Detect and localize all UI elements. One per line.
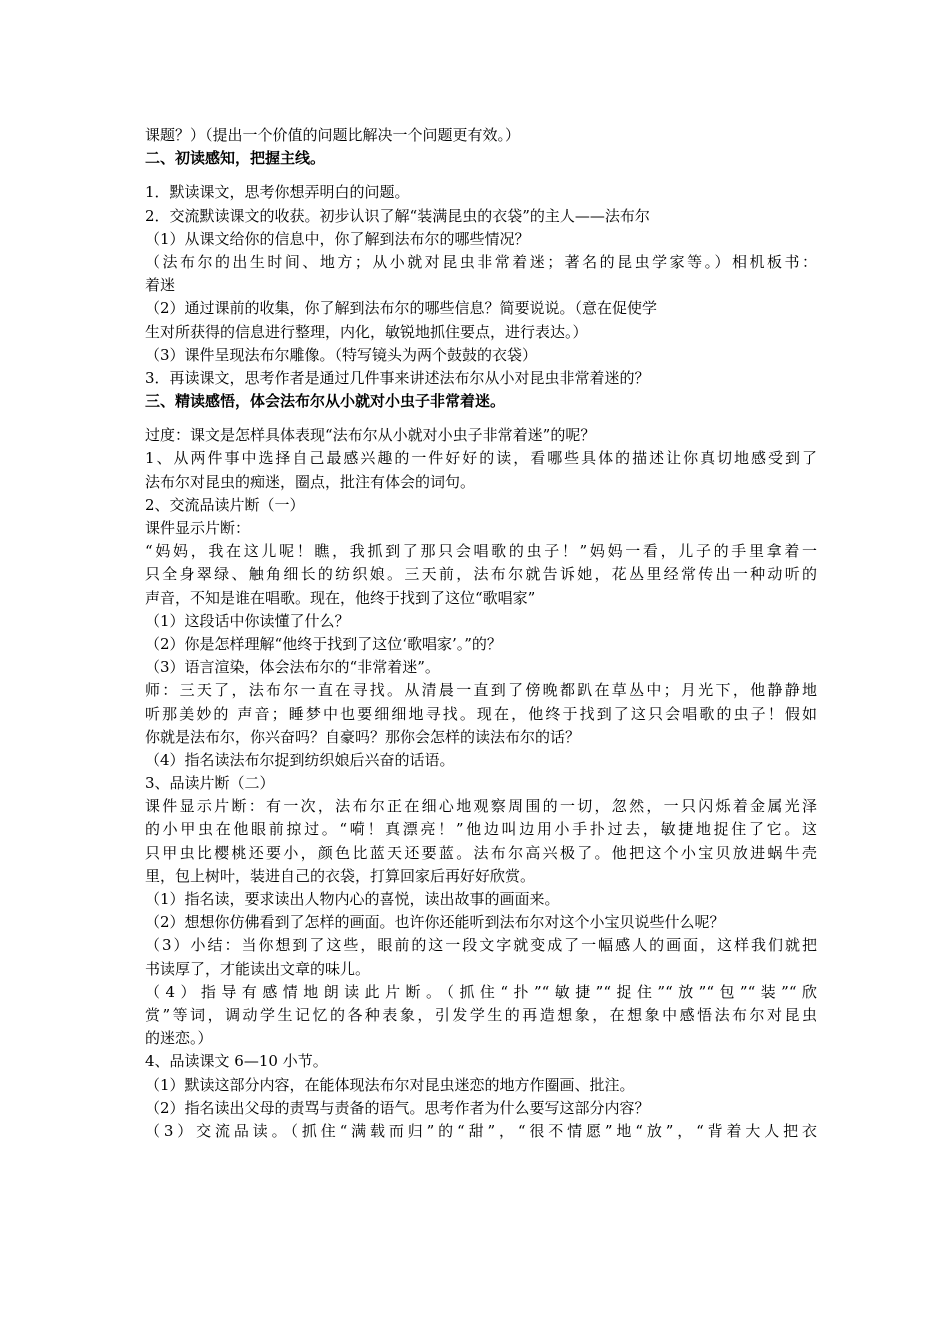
- text-line: 听那美妙的 声音；睡梦中也要细细地寻找。现在，他终于找到了这只会唱歌的虫子！假如: [145, 704, 817, 723]
- text-line: （3）交流品读。（抓住“满载而归”的“甜”，“很不情愿”地“放”，“背着大人把衣: [145, 1121, 817, 1140]
- text-line: 1．默读课文，思考你想弄明白的问题。: [145, 183, 410, 202]
- text-line: 里，包上树叶，装进自己的衣袋，打算回家后再好好欣赏。: [145, 866, 536, 885]
- paragraph-gap: [145, 170, 817, 181]
- text-line: （2）你是怎样理解“他终于找到了这位‘歌唱家’。”的？: [145, 634, 502, 653]
- text-line: （1）默读这部分内容，在能体现法布尔对昆虫迷恋的地方作圈画、批注。: [145, 1075, 635, 1094]
- text-line: （2）指名读出父母的责骂与责备的语气。思考作者为什么要写这部分内容？: [145, 1098, 650, 1117]
- text-line: （1）指名读，要求读出人物内心的喜悦，读出故事的画面来。: [145, 890, 560, 908]
- text-line: （1）这段话中你读懂了什么？: [145, 611, 350, 630]
- text-line: 只全身翠绿、触角细长的纺织娘。三天前，法布尔就告诉她，花丛里经常传出一种动听的: [145, 565, 817, 584]
- text-line: 的迷恋。）: [145, 1029, 213, 1048]
- text-line: 只甲虫比樱桃还要小，颜色比蓝天还要蓝。法布尔高兴极了。他把这个小宝贝放进蜗牛壳: [145, 843, 817, 862]
- section-heading: 三、精读感悟，体会法布尔从小就对小虫子非常着迷。: [145, 392, 506, 411]
- text-line: 课题？）（提出一个价值的问题比解决一个问题更有效。）: [145, 126, 521, 144]
- text-line: “妈妈，我在这儿呢！瞧，我抓到了那只会唱歌的虫子！”妈妈一看，儿子的手里拿着一: [145, 542, 817, 561]
- text-line: 法布尔对昆虫的痴迷，圈点，批注有体会的词句。: [145, 472, 476, 491]
- document-page: [145, 124, 817, 1143]
- text-line: （2）通过课前的收集，你了解到法布尔的哪些信息？简要说说。（意在促使学: [145, 299, 658, 318]
- text-line: 赏”等词，调动学生记忆的各种表象，引发学生的再造想象，在想象中感悟法布尔对昆虫: [145, 1005, 817, 1024]
- text-line: （法布尔的出生时间、地方；从小就对昆虫非常着迷；著名的昆虫学家等。）相机板书：: [145, 252, 817, 271]
- text-line: 声音，不知是谁在唱歌。现在，他终于找到了这位“歌唱家”: [145, 588, 536, 607]
- text-line: 书读厚了，才能读出文章的味儿。: [145, 959, 371, 978]
- text-line: 着迷: [145, 276, 176, 295]
- text-line: 3、品读片断（二）: [145, 774, 275, 793]
- text-line: （3）小结：当你想到了这些，眼前的这一段文字就变成了一幅感人的画面，这样我们就把: [145, 936, 817, 955]
- section-heading: 二、初读感知，把握主线。: [145, 149, 326, 168]
- text-line: 课件显示片断：: [145, 519, 251, 537]
- text-line: 4、品读课文 6—10 小节。: [145, 1052, 328, 1071]
- text-line: （1）从课文给你的信息中，你了解到法布尔的哪些情况？: [145, 229, 530, 248]
- text-line: 师：三天了，法布尔一直在寻找。从清晨一直到了傍晚都趴在草丛中；月光下，他静静地: [145, 681, 817, 700]
- text-line: 课件显示片断：有一次，法布尔正在细心地观察周围的一切，忽然，一只闪烁着金属光泽: [145, 797, 817, 816]
- paragraph-gap: [145, 413, 817, 424]
- text-line: 生对所获得的信息进行整理，内化，敏锐地抓住要点，进行表达。）: [145, 322, 588, 341]
- text-line: （4）指导有感情地朗读此片断。（抓住“扑”“敏捷”“捉住”“放”“包”“装”“欣: [145, 982, 817, 1001]
- text-line: （3）课件呈现法布尔雕像。（特写镜头为两个鼓鼓的衣袋）: [145, 345, 538, 364]
- text-line: 2、交流品读片断（一）: [145, 495, 305, 514]
- text-line: 的小甲虫在他眼前掠过。“嗬！真漂亮！”他边叫边用小手扑过去，敏捷地捉住了它。这: [145, 820, 817, 839]
- text-line: （4）指名读法布尔捉到纺织娘后兴奋的话语。: [145, 750, 455, 769]
- text-line: （2）想想你仿佛看到了怎样的画面。也许你还能听到法布尔对这个小宝贝说些什么呢？: [145, 913, 725, 932]
- text-line: 3．再读课文，思考作者是通过几件事来讲述法布尔从小对昆虫非常着迷的？: [145, 368, 650, 387]
- text-line: 过度：课文是怎样具体表现“法布尔从小就对小虫子非常着迷”的呢？: [145, 426, 596, 445]
- text-line: 2．交流默读课文的收获。初步认识了解“装满昆虫的衣袋”的主人——法布尔: [145, 206, 650, 225]
- text-line: 1、从两件事中选择自己最感兴趣的一件好好的读，看哪些具体的描述让你真切地感受到了: [145, 449, 817, 468]
- text-line: 你就是法布尔，你兴奋吗？自豪吗？那你会怎样的读法布尔的话？: [145, 727, 581, 746]
- text-line: （3）语言渲染，体会法布尔的“非常着迷”。: [145, 658, 440, 677]
